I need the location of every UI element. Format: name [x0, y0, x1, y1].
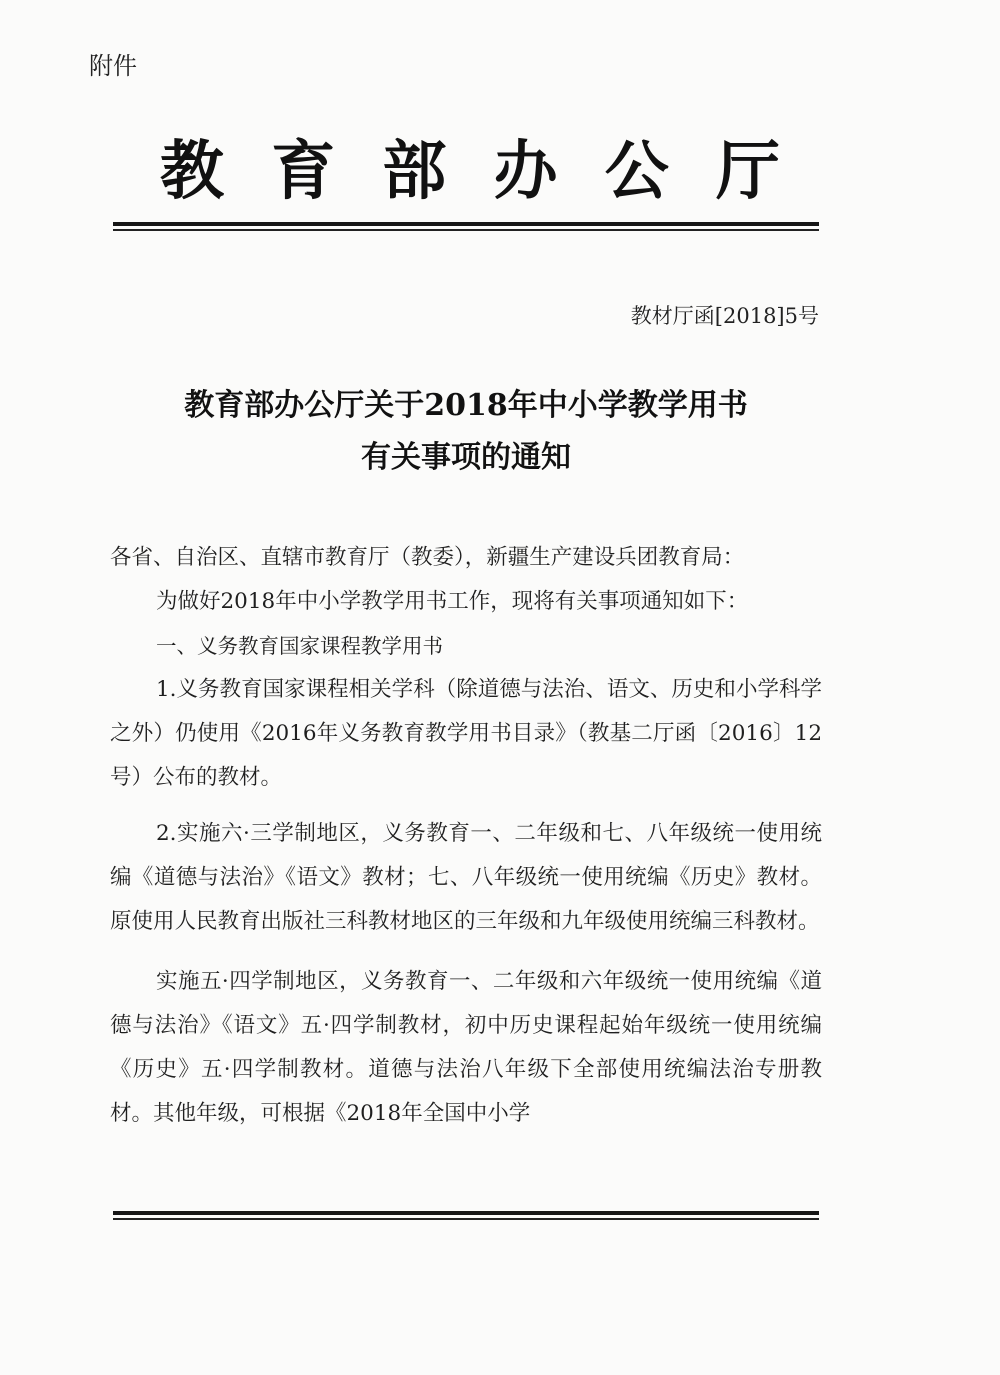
- body-paragraph: 2.实施六·三学制地区，义务教育一、二年级和七、八年级统一使用统编《道德与法治》《语文》教材；七、八年级统一使用统编《历史》教材。原使用人民教育出版社三科教材地区的三年级和九年级使用统编三科教材。: [110, 821, 822, 934]
- title-line-1: 教育部办公厅关于2018年中小学教学用书: [184, 388, 748, 423]
- document-title: [110, 380, 822, 484]
- attachment-label: 附件: [89, 52, 137, 80]
- title-line-2: 有关事项的通知: [361, 440, 571, 475]
- header-divider: [113, 222, 819, 231]
- header-char: 公: [604, 134, 669, 209]
- header-char: 育: [271, 134, 336, 209]
- salutation: 各省、自治区、直辖市教育厅（教委），新疆生产建设兵团教育局：: [110, 545, 745, 570]
- divider-thin-line: [113, 229, 819, 231]
- divider-thick-line: [113, 1211, 819, 1215]
- document-number: 教材厅函[2018]5号: [630, 304, 819, 328]
- footer-divider: [113, 1211, 819, 1220]
- header-char: 办: [493, 134, 558, 209]
- section-heading: 一、义务教育国家课程教学用书: [156, 634, 443, 658]
- divider-thick-line: [113, 222, 819, 226]
- body-paragraph: 实施五·四学制地区，义务教育一、二年级和六年级统一使用统编《道德与法治》《语文》五·四学制教材，初中历史课程起始年级统一使用统编《历史》五·四学制教材。道德与法治八年级下全部使用统编法治专册教材。其他年级，可根据《2018年全国中小学: [110, 969, 822, 1126]
- intro-paragraph: 为做好2018年中小学教学用书工作，现将有关事项通知如下：: [156, 589, 749, 614]
- document-body: [110, 536, 822, 1136]
- header-char: 部: [382, 134, 447, 209]
- divider-thin-line: [113, 1218, 819, 1220]
- header-char: 教: [160, 134, 224, 209]
- issuing-office-header: [160, 120, 780, 212]
- header-char: 厅: [715, 134, 780, 209]
- body-paragraph: 1.义务教育国家课程相关学科（除道德与法治、语文、历史和小学科学之外）仍使用《2016年义务教育教学用书目录》（教基二厅函〔2016〕12号）公布的教材。: [110, 677, 822, 790]
